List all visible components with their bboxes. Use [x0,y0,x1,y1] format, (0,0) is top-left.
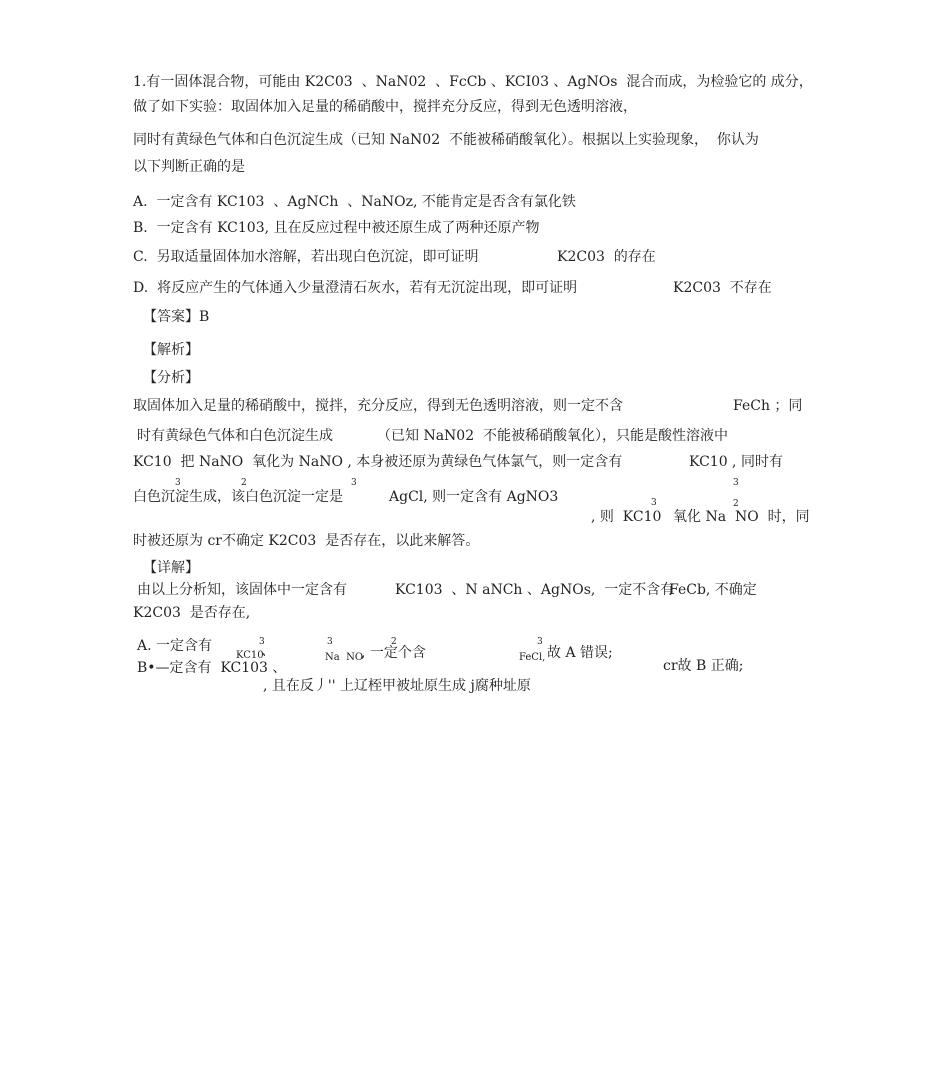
fenxi-label: 【分析】 [143,370,199,386]
fenxi-line-4b: AgCl, 则一定含有 AgNO3 [389,489,559,505]
fenxi-line-1b: FeCh ；同 [733,398,803,414]
fenxi-line-1a: 取固体加入足量的稀硝酸中，搅拌，充分反应，得到无色透明溶液，则一定不含 [133,398,623,414]
detail-a-mid: , 一定个含 [361,645,426,661]
fenxi-line-5b: 氧化 Na NO 时，同 [673,509,810,525]
option-a: A. 一定含有 KC103 、AgNCh 、NaNOz, 不能肯定是否含有氯化铁 [133,194,576,210]
xiangjie-label: 【详解】 [143,560,199,576]
detail-a-fecl: FeCl, [519,652,546,663]
option-d-text: D. 将反应产生的气体通入少量澄清石灰水，若有无沉淀出现，即可证明 [133,280,578,296]
question-line-2: 做了如下实验：取固体加入足量的稀硝酸中，搅拌充分反应，得到无色透明溶液， [133,99,637,115]
fenxi-line-6: 时被还原为 cr不确定 K2C03 是否存在，以此来解答。 [133,533,480,549]
subscript-3-a: 3 [175,478,181,488]
fenxi-line-2b: （已知 NaN02 不能被稀硝酸氧化），只能是酸性溶液中 [377,428,729,444]
option-c-text: C. 另取适量固体加水溶解，若出现白色沉淀，即可证明 [133,249,479,265]
xiangjie-line-1a: 由以上分析知，该固体中一定含有 [137,582,347,598]
fenxi-line-5a: , 则 KC10 [591,509,662,525]
subscript-2-a: 2 [241,478,247,488]
subscript-3-b: 3 [351,478,357,488]
xiangjie-line-2: K2C03 是否存在, [133,605,251,621]
fenxi-line-4a: 白色沉淀生成，该白色沉淀一定是 [133,489,343,505]
detail-last: , 且在反丿'' 上辽桎甲被址原生成 j腐种址原 [263,678,531,694]
detail-a-nano: Na NO [325,652,364,663]
detail-a-sup-4: 3 [537,637,543,647]
detail-a-sup-2: 3 [327,637,333,647]
answer-label: 【答案】B [143,309,210,325]
question-line-4: 以下判断正确的是 [133,159,245,175]
detail-a-sup-3: 2 [391,637,397,647]
fenxi-line-3a: KC10 把 NaNO 氧化为 NaNO , 本身被还原为黄绿色气体氯气，则一定含有 [133,454,623,470]
fenxi-line-2a: 时有黄绿色气体和白色沉淀生成 [137,428,333,444]
option-d-compound: K2C03 不存在 [673,280,772,296]
subscript-3-c: 3 [733,478,739,488]
subscript-3-d: 3 [651,498,657,508]
xiangjie-line-1b: KC103 、N aNCh 、AgNOs, 一定不含有 [395,582,675,598]
option-b: B. 一定含有 KC103, 且在反应过程中被还原生成了两种还原产物 [133,220,540,236]
detail-a-end: 故 A 错误; [547,645,613,661]
detail-b-end: cr故 B 正确; [663,658,744,674]
detail-a-sup-1: 3 [259,637,265,647]
subscript-2-b: 2 [733,499,739,509]
fenxi-line-3b: KC10 , 同时有 [689,454,783,470]
option-c-compound: K2C03 的存在 [557,249,656,265]
question-line-1: 1.有一固体混合物，可能由 K2C03 、NaN02 、FcCb 、KCI03 、AgNOs 混合而成，为检验它的 成分， [133,74,813,90]
jiexi-label: 【解析】 [143,342,199,358]
detail-a-kc10: KC10 [236,650,264,661]
detail-a-lead: A. 一定含有 [137,638,213,654]
detail-b-lead: B•—定含有 KC103 、 [137,660,287,676]
xiangjie-line-1c: FeCb, 不确定 [669,582,757,598]
question-line-3: 同时有黄绿色气体和白色沉淀生成（已知 NaN02 不能被稀硝酸氧化）。根据以上实验现象， 你认为 [133,132,759,148]
detail-a-sep: 、 [261,643,275,659]
